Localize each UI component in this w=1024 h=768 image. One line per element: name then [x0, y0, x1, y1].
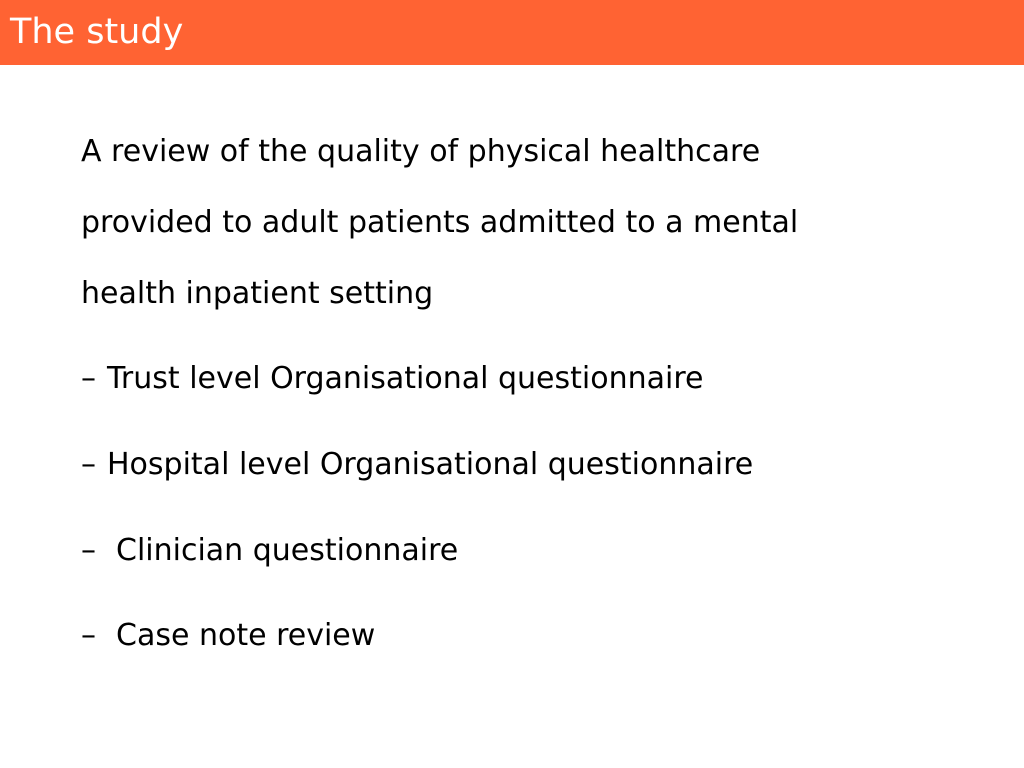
bullet-item	[81, 618, 375, 654]
bullet-item	[81, 447, 753, 483]
intro-line: health inpatient setting	[81, 276, 434, 311]
dash-marker: –	[81, 447, 96, 482]
intro-line: provided to adult patients admitted to a mental	[81, 205, 799, 240]
bullet-text: Trust level Organisational questionnaire	[107, 361, 704, 396]
slide-title: The study	[10, 12, 184, 52]
bullet-item	[81, 533, 458, 569]
dash-marker: –	[81, 361, 96, 396]
bullet-text: Hospital level Organisational questionnaire	[107, 447, 754, 482]
dash-marker: –	[81, 618, 96, 653]
bullet-text: Clinician questionnaire	[116, 533, 459, 568]
intro-line: A review of the quality of physical healthcare	[81, 134, 761, 169]
dash-marker: –	[81, 533, 96, 568]
bullet-text: Case note review	[116, 618, 376, 653]
title-bar	[0, 0, 1024, 65]
bullet-item	[81, 361, 703, 397]
intro-paragraph	[81, 116, 881, 329]
